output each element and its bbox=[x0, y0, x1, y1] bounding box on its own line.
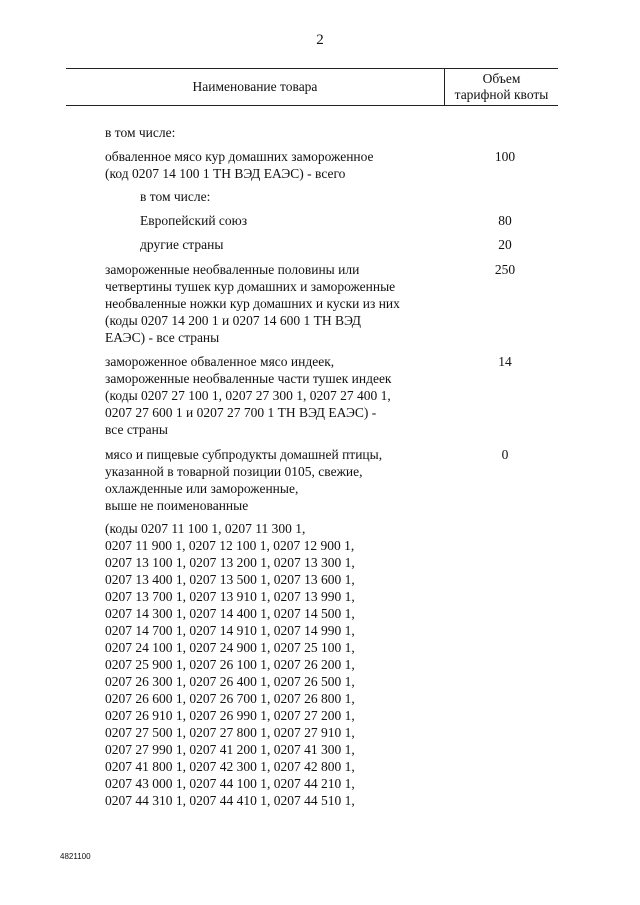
product-name-line: (код 0207 14 100 1 ТН ВЭД ЕАЭС) - всего bbox=[105, 166, 346, 181]
product-name bbox=[105, 261, 445, 346]
code-line: 0207 13 700 1, 0207 13 910 1, 0207 13 990 1, bbox=[105, 589, 355, 604]
code-line: 0207 26 910 1, 0207 26 990 1, 0207 27 200 1, bbox=[105, 708, 355, 723]
product-name-line: замороженное обваленное мясо индеек, bbox=[105, 354, 335, 369]
product-name-line: четвертины тушек кур домашних и замороженные bbox=[105, 279, 396, 294]
code-line: 0207 14 700 1, 0207 14 910 1, 0207 14 990 1, bbox=[105, 623, 355, 638]
code-line: 0207 24 100 1, 0207 24 900 1, 0207 25 100 1, bbox=[105, 640, 355, 655]
product-name-line: другие страны bbox=[140, 237, 224, 252]
product-name-line: в том числе: bbox=[140, 189, 211, 204]
tn-ved-code-list bbox=[105, 520, 355, 809]
code-line: 0207 14 300 1, 0207 14 400 1, 0207 14 500 1, bbox=[105, 606, 355, 621]
quota-value: 100 bbox=[494, 149, 516, 164]
code-line: 0207 41 800 1, 0207 42 300 1, 0207 42 800 1, bbox=[105, 759, 355, 774]
code-line: 0207 43 000 1, 0207 44 100 1, 0207 44 210 1, bbox=[105, 776, 355, 791]
product-name-line: обваленное мясо кур домашних замороженное bbox=[105, 149, 374, 164]
quota-value: 14 bbox=[498, 354, 512, 369]
product-name-line: указанной в товарной позиции 0105, свежие, bbox=[105, 464, 363, 479]
product-name-line: охлажденные или замороженные, bbox=[105, 481, 299, 496]
quota-value: 250 bbox=[494, 262, 516, 277]
code-line: 0207 13 400 1, 0207 13 500 1, 0207 13 600 1, bbox=[105, 572, 355, 587]
column-header-product-name: Наименование товара bbox=[192, 79, 318, 94]
code-line: 0207 27 500 1, 0207 27 800 1, 0207 27 910 1, bbox=[105, 725, 355, 740]
product-name-line: замороженные необваленные части тушек индеек bbox=[105, 371, 392, 386]
product-name bbox=[140, 188, 480, 205]
column-header-quota-line: Объем bbox=[482, 71, 521, 86]
code-line: 0207 44 310 1, 0207 44 410 1, 0207 44 510 1, bbox=[105, 793, 355, 808]
product-name-line: все страны bbox=[105, 422, 168, 437]
code-line: 0207 25 900 1, 0207 26 100 1, 0207 26 200 1, bbox=[105, 657, 355, 672]
product-name-line: мясо и пищевые субпродукты домашней птицы, bbox=[105, 447, 383, 462]
quota-value: 20 bbox=[498, 237, 512, 252]
product-name-line: в том числе: bbox=[105, 125, 176, 140]
code-line: 0207 26 600 1, 0207 26 700 1, 0207 26 800 1, bbox=[105, 691, 355, 706]
product-name-line: выше не поименованные bbox=[105, 498, 249, 513]
page-number: 2 bbox=[316, 32, 324, 48]
quota-value: 80 bbox=[498, 213, 512, 228]
document-footer-code: 4821100 bbox=[60, 852, 91, 861]
product-name-line: (коды 0207 27 100 1, 0207 27 300 1, 0207 27 400 1, bbox=[105, 388, 391, 403]
product-name-line: Европейский союз bbox=[140, 213, 248, 228]
table-header bbox=[66, 68, 558, 106]
product-name bbox=[140, 212, 480, 229]
product-name-line: 0207 27 600 1 и 0207 27 700 1 ТН ВЭД ЕАЭС) - bbox=[105, 405, 377, 420]
product-name-line: замороженные необваленные половины или bbox=[105, 262, 360, 277]
product-name-line: необваленные ножки кур домашних и куски из них bbox=[105, 296, 400, 311]
product-name-line: ЕАЭС) - все страны bbox=[105, 330, 220, 345]
product-name bbox=[140, 236, 480, 253]
code-line: (коды 0207 11 100 1, 0207 11 300 1, bbox=[105, 521, 306, 536]
code-line: 0207 27 990 1, 0207 41 200 1, 0207 41 300 1, bbox=[105, 742, 355, 757]
code-line: 0207 26 300 1, 0207 26 400 1, 0207 26 500 1, bbox=[105, 674, 355, 689]
quota-value: 0 bbox=[501, 447, 509, 462]
product-name bbox=[105, 353, 445, 438]
column-header-quota-line: тарифной квоты bbox=[454, 87, 549, 102]
code-line: 0207 11 900 1, 0207 12 100 1, 0207 12 900 1, bbox=[105, 538, 355, 553]
product-name bbox=[105, 148, 445, 182]
product-name bbox=[105, 446, 445, 514]
product-name-line: (коды 0207 14 200 1 и 0207 14 600 1 ТН ВЭД bbox=[105, 313, 362, 328]
column-header-quota-volume bbox=[445, 71, 558, 103]
product-name bbox=[105, 124, 445, 141]
code-line: 0207 13 100 1, 0207 13 200 1, 0207 13 300 1, bbox=[105, 555, 355, 570]
